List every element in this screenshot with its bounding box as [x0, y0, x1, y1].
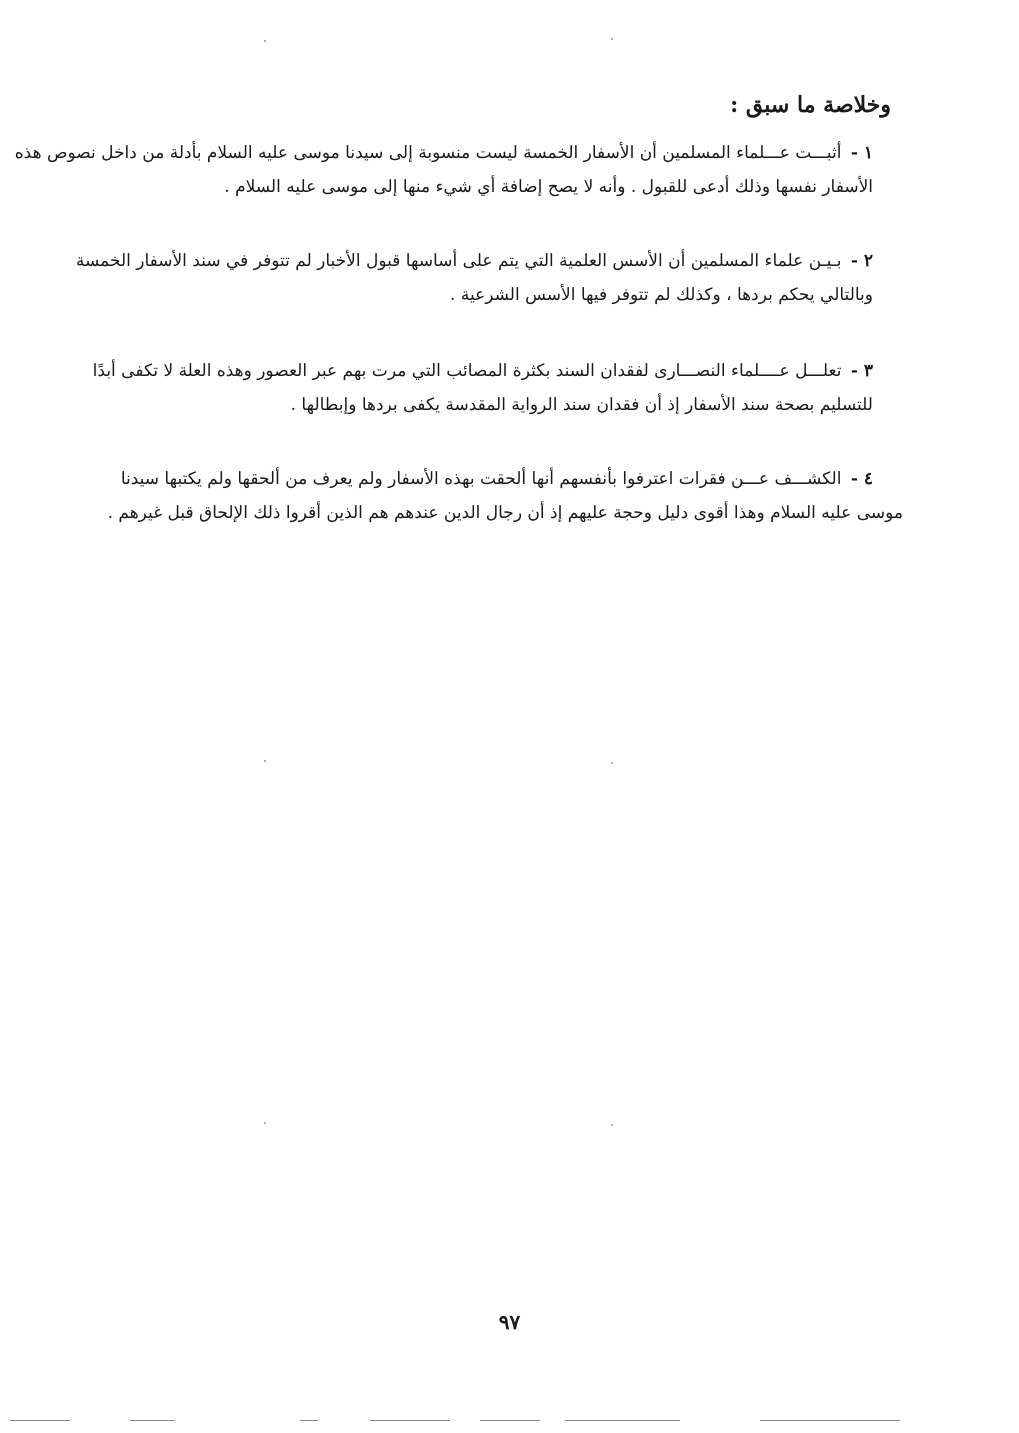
scan-speck [611, 762, 613, 764]
scan-edge-line [300, 1420, 318, 1421]
point-1-text-2: الأسفار نفسها وذلك أدعى للقبول . وأنه لا يصح إضافة أي شيء منها إلى موسى عليه السلام . [224, 177, 873, 197]
summary-heading: وخلاصة ما سبق : [730, 92, 891, 118]
scan-edge-line [565, 1420, 680, 1421]
point-1-line-2 [96, 170, 873, 204]
summary-point-3 [92, 354, 873, 422]
scan-edge-line [10, 1420, 70, 1421]
scan-speck [264, 760, 266, 762]
scan-speck [611, 38, 613, 40]
scan-edge-line [370, 1420, 450, 1421]
point-2-text-1: بـيـن علماء المسلمين أن الأسس العلمية التي يتم على أساسها قبول الأخبار لم تتوفر في سند الأسفار الخمسة [75, 251, 842, 271]
summary-point-1 [14, 136, 873, 204]
scan-speck [611, 1124, 613, 1126]
scan-edge-line [480, 1420, 540, 1421]
point-4-line-2 [96, 496, 903, 530]
point-1-text-1: أثبـــت عـــلماء المسلمين أن الأسفار الخمسة ليست منسوبة إلى سيدنا موسى عليه السلام بأدلة من داخل نصوص هذه [14, 143, 842, 163]
point-4-text-1: الكشـــف عـــن فقرات اعترفوا بأنفسهم أنها ألحقت بهذه الأسفار ولم يعرف من ألحقها ولم يكتبها سيدنا [120, 469, 842, 489]
point-4-number: ٤ - [850, 469, 873, 489]
scan-edge-line [760, 1420, 900, 1421]
summary-point-4 [96, 462, 903, 530]
point-4-line-1 [96, 462, 873, 496]
point-2-line-2 [96, 278, 873, 312]
point-3-line-1 [92, 354, 873, 388]
point-1-line-1 [14, 136, 873, 170]
point-3-line-2 [96, 388, 873, 422]
point-2-text-2: وبالتالي يحكم بردها ، وكذلك لم تتوفر فيها الأسس الشرعية . [450, 285, 873, 305]
point-3-text-1: تعلـــل عــــلماء النصـــارى لفقدان السند بكثرة المصائب التي مرت بهم عبر العصور وهذه العلة لا تكفى أبدًا [92, 361, 842, 381]
point-1-number: ١ - [850, 143, 873, 163]
scan-speck [264, 40, 266, 42]
summary-point-2 [75, 244, 873, 312]
point-4-text-2: موسى عليه السلام وهذا أقوى دليل وحجة عليهم إذ أن رجال الدين عندهم هم الذين أقروا ذلك الإلحاق قبل غيرهم . [107, 503, 903, 523]
page-number: ٩٧ [498, 1310, 521, 1334]
point-2-number: ٢ - [850, 251, 873, 271]
point-3-text-2: للتسليم بصحة سند الأسفار إذ أن فقدان سند الرواية المقدسة يكفى بردها وإبطالها . [290, 395, 873, 415]
point-3-number: ٣ - [850, 361, 873, 381]
point-2-line-1 [75, 244, 873, 278]
scan-edge-line [130, 1420, 175, 1421]
scan-speck [264, 1122, 266, 1124]
